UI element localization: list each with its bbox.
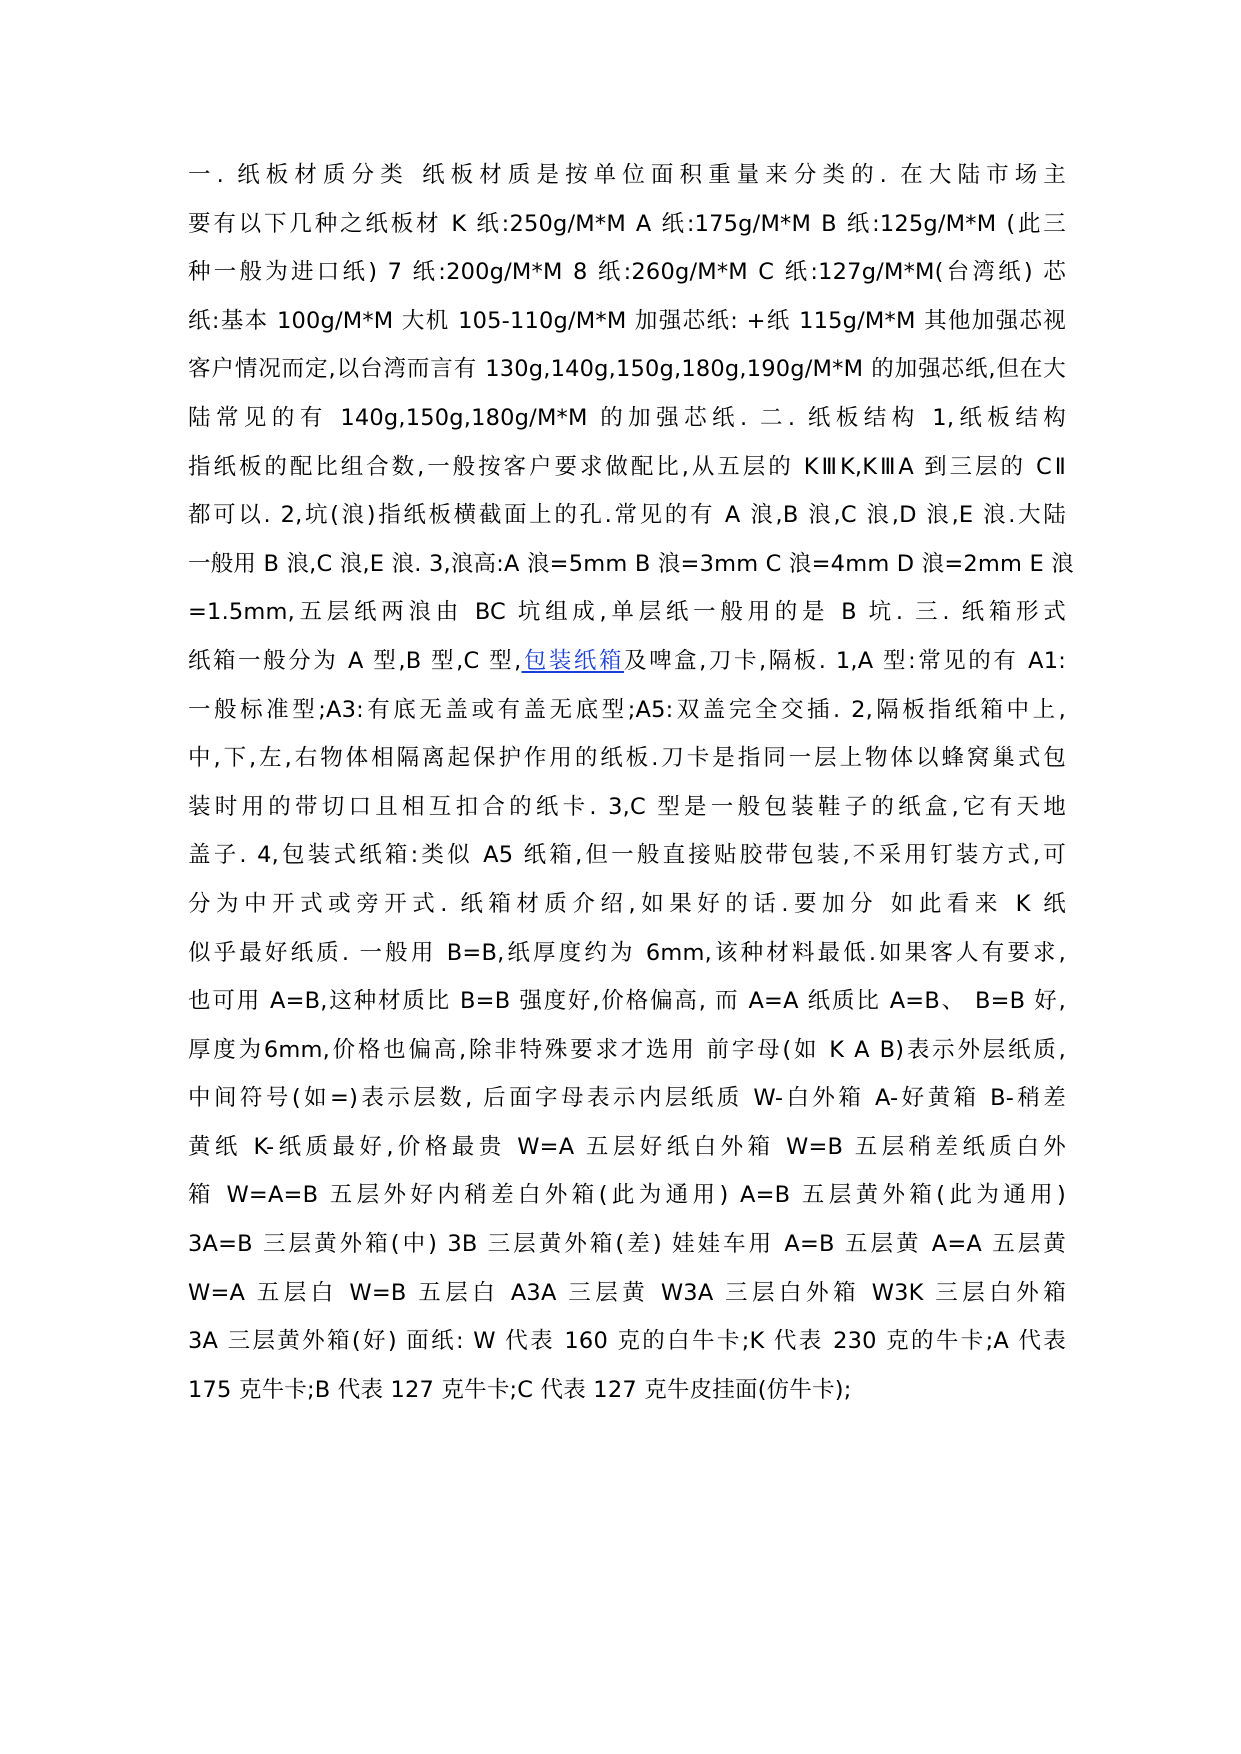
text-line — [188, 977, 1066, 1026]
text-line — [188, 540, 1074, 589]
text-segment: 3A 三层黄外箱(好) 面纸: W 代表 160 克的白牛卡;K 代表 230 克的牛卡;A 代表 — [188, 1328, 1066, 1355]
text-line — [188, 783, 1066, 832]
text-segment: W=A 五层白 W=B 五层白 A3A 三层黄 W3A 三层白外箱 W3K 三层白外箱 — [188, 1279, 1066, 1306]
text-line — [188, 831, 1066, 880]
text-line — [188, 880, 1066, 929]
text-segment: 3A=B 三层黄外箱(中) 3B 三层黄外箱(差) 娃娃车用 A=B 五层黄 A=A 五层黄 — [188, 1231, 1066, 1258]
text-line — [188, 1171, 1066, 1220]
text-line — [188, 345, 1066, 394]
text-line — [188, 1220, 1066, 1269]
text-line — [188, 491, 1066, 540]
text-line — [188, 1366, 1066, 1415]
text-segment: 盖子. 4,包装式纸箱:类似 A5 纸箱,但一般直接贴胶带包装,不采用钉装方式,可 — [188, 842, 1066, 869]
text-line — [188, 734, 1066, 783]
text-segment: 都可以. 2,坑(浪)指纸板横截面上的孔.常见的有 A 浪,B 浪,C 浪,D 浪,E 浪.大陆 — [188, 502, 1066, 529]
text-segment: 厚度为6mm,价格也偏高,除非特殊要求才选用 前字母(如 K A B)表示外层纸质, — [188, 1036, 1066, 1063]
text-segment: 及啤盒,刀卡,隔板. 1,A 型:常见的有 A1: — [624, 647, 1066, 674]
text-segment: 要有以下几种之纸板材 K 纸:250g/M*M A 纸:175g/M*M B 纸:125g/M*M (此三 — [188, 210, 1066, 237]
text-line — [188, 200, 1066, 249]
text-segment: 中,下,左,右物体相隔离起保护作用的纸板.刀卡是指同一层上物体以蜂窝巢式包 — [188, 745, 1066, 772]
text-line — [188, 929, 1066, 978]
text-line — [188, 637, 1066, 686]
text-segment: 种一般为进口纸) 7 纸:200g/M*M 8 纸:260g/M*M C 纸:127g/M*M(台湾纸) 芯 — [188, 259, 1066, 286]
text-segment: 一般用 B 浪,C 浪,E 浪. 3,浪高:A 浪=5mm B 浪=3mm C 浪=4mm D 浪=2mm E 浪 — [188, 550, 1074, 577]
text-segment: 装时用的带切口且相互扣合的纸卡. 3,C 型是一般包装鞋子的纸盒,它有天地 — [188, 793, 1066, 820]
text-line — [188, 443, 1066, 492]
text-line — [188, 297, 1066, 346]
text-segment: 一. 纸板材质分类 纸板材质是按单位面积重量来分类的. 在大陆市场主 — [188, 162, 1066, 188]
text-line — [188, 248, 1066, 297]
text-segment: 黄纸 K-纸质最好,价格最贵 W=A 五层好纸白外箱 W=B 五层稍差纸质白外 — [188, 1133, 1066, 1160]
text-segment: 纸:基本 100g/M*M 大机 105-110g/M*M 加强芯纸: +纸 115g/M*M 其他加强芯视 — [188, 307, 1066, 334]
text-segment: 客户情况而定,以台湾而言有 130g,140g,150g,180g,190g/M*M 的加强芯纸,但在大 — [188, 356, 1066, 383]
text-line — [188, 686, 1066, 735]
text-line — [188, 1269, 1066, 1318]
text-segment: 一般标准型;A3:有底无盖或有盖无底型;A5:双盖完全交插. 2,隔板指纸箱中上, — [188, 696, 1066, 723]
text-segment: =1.5mm,五层纸两浪由 BC 坑组成,单层纸一般用的是 B 坑. 三. 纸箱形式 — [188, 599, 1066, 626]
text-segment: 分为中开式或旁开式. 纸箱材质介绍,如果好的话.要加分 如此看来 K 纸 — [188, 890, 1066, 917]
text-line — [188, 588, 1066, 637]
text-segment: 箱 W=A=B 五层外好内稍差白外箱(此为通用) A=B 五层黄外箱(此为通用) — [188, 1182, 1066, 1209]
packaging-box-link[interactable]: 包装纸箱 — [521, 647, 625, 674]
text-segment: 中间符号(如=)表示层数, 后面字母表示内层纸质 W-白外箱 A-好黄箱 B-稍差 — [188, 1085, 1066, 1112]
text-line — [188, 1123, 1066, 1172]
text-line — [188, 1317, 1066, 1366]
text-line — [188, 1074, 1066, 1123]
body-text — [188, 151, 1074, 1414]
text-segment: 纸箱一般分为 A 型,B 型,C 型, — [188, 647, 522, 674]
text-line — [188, 394, 1066, 443]
text-segment: 似乎最好纸质. 一般用 B=B,纸厚度约为 6mm,该种材料最低.如果客人有要求, — [188, 939, 1066, 966]
text-segment: 也可用 A=B,这种材质比 B=B 强度好,价格偏高, 而 A=A 纸质比 A=B、 B=B 好, — [188, 988, 1066, 1015]
text-line — [188, 151, 1066, 200]
text-segment: 陆常见的有 140g,150g,180g/M*M 的加强芯纸. 二. 纸板结构 1,纸板结构 — [188, 404, 1066, 431]
text-line — [188, 1026, 1066, 1075]
text-segment: 175 克牛卡;B 代表 127 克牛卡;C 代表 127 克牛皮挂面(仿牛卡); — [188, 1376, 852, 1403]
text-segment: 指纸板的配比组合数,一般按客户要求做配比,从五层的 KⅢK,KⅢA 到三层的 CⅡ — [188, 453, 1066, 480]
